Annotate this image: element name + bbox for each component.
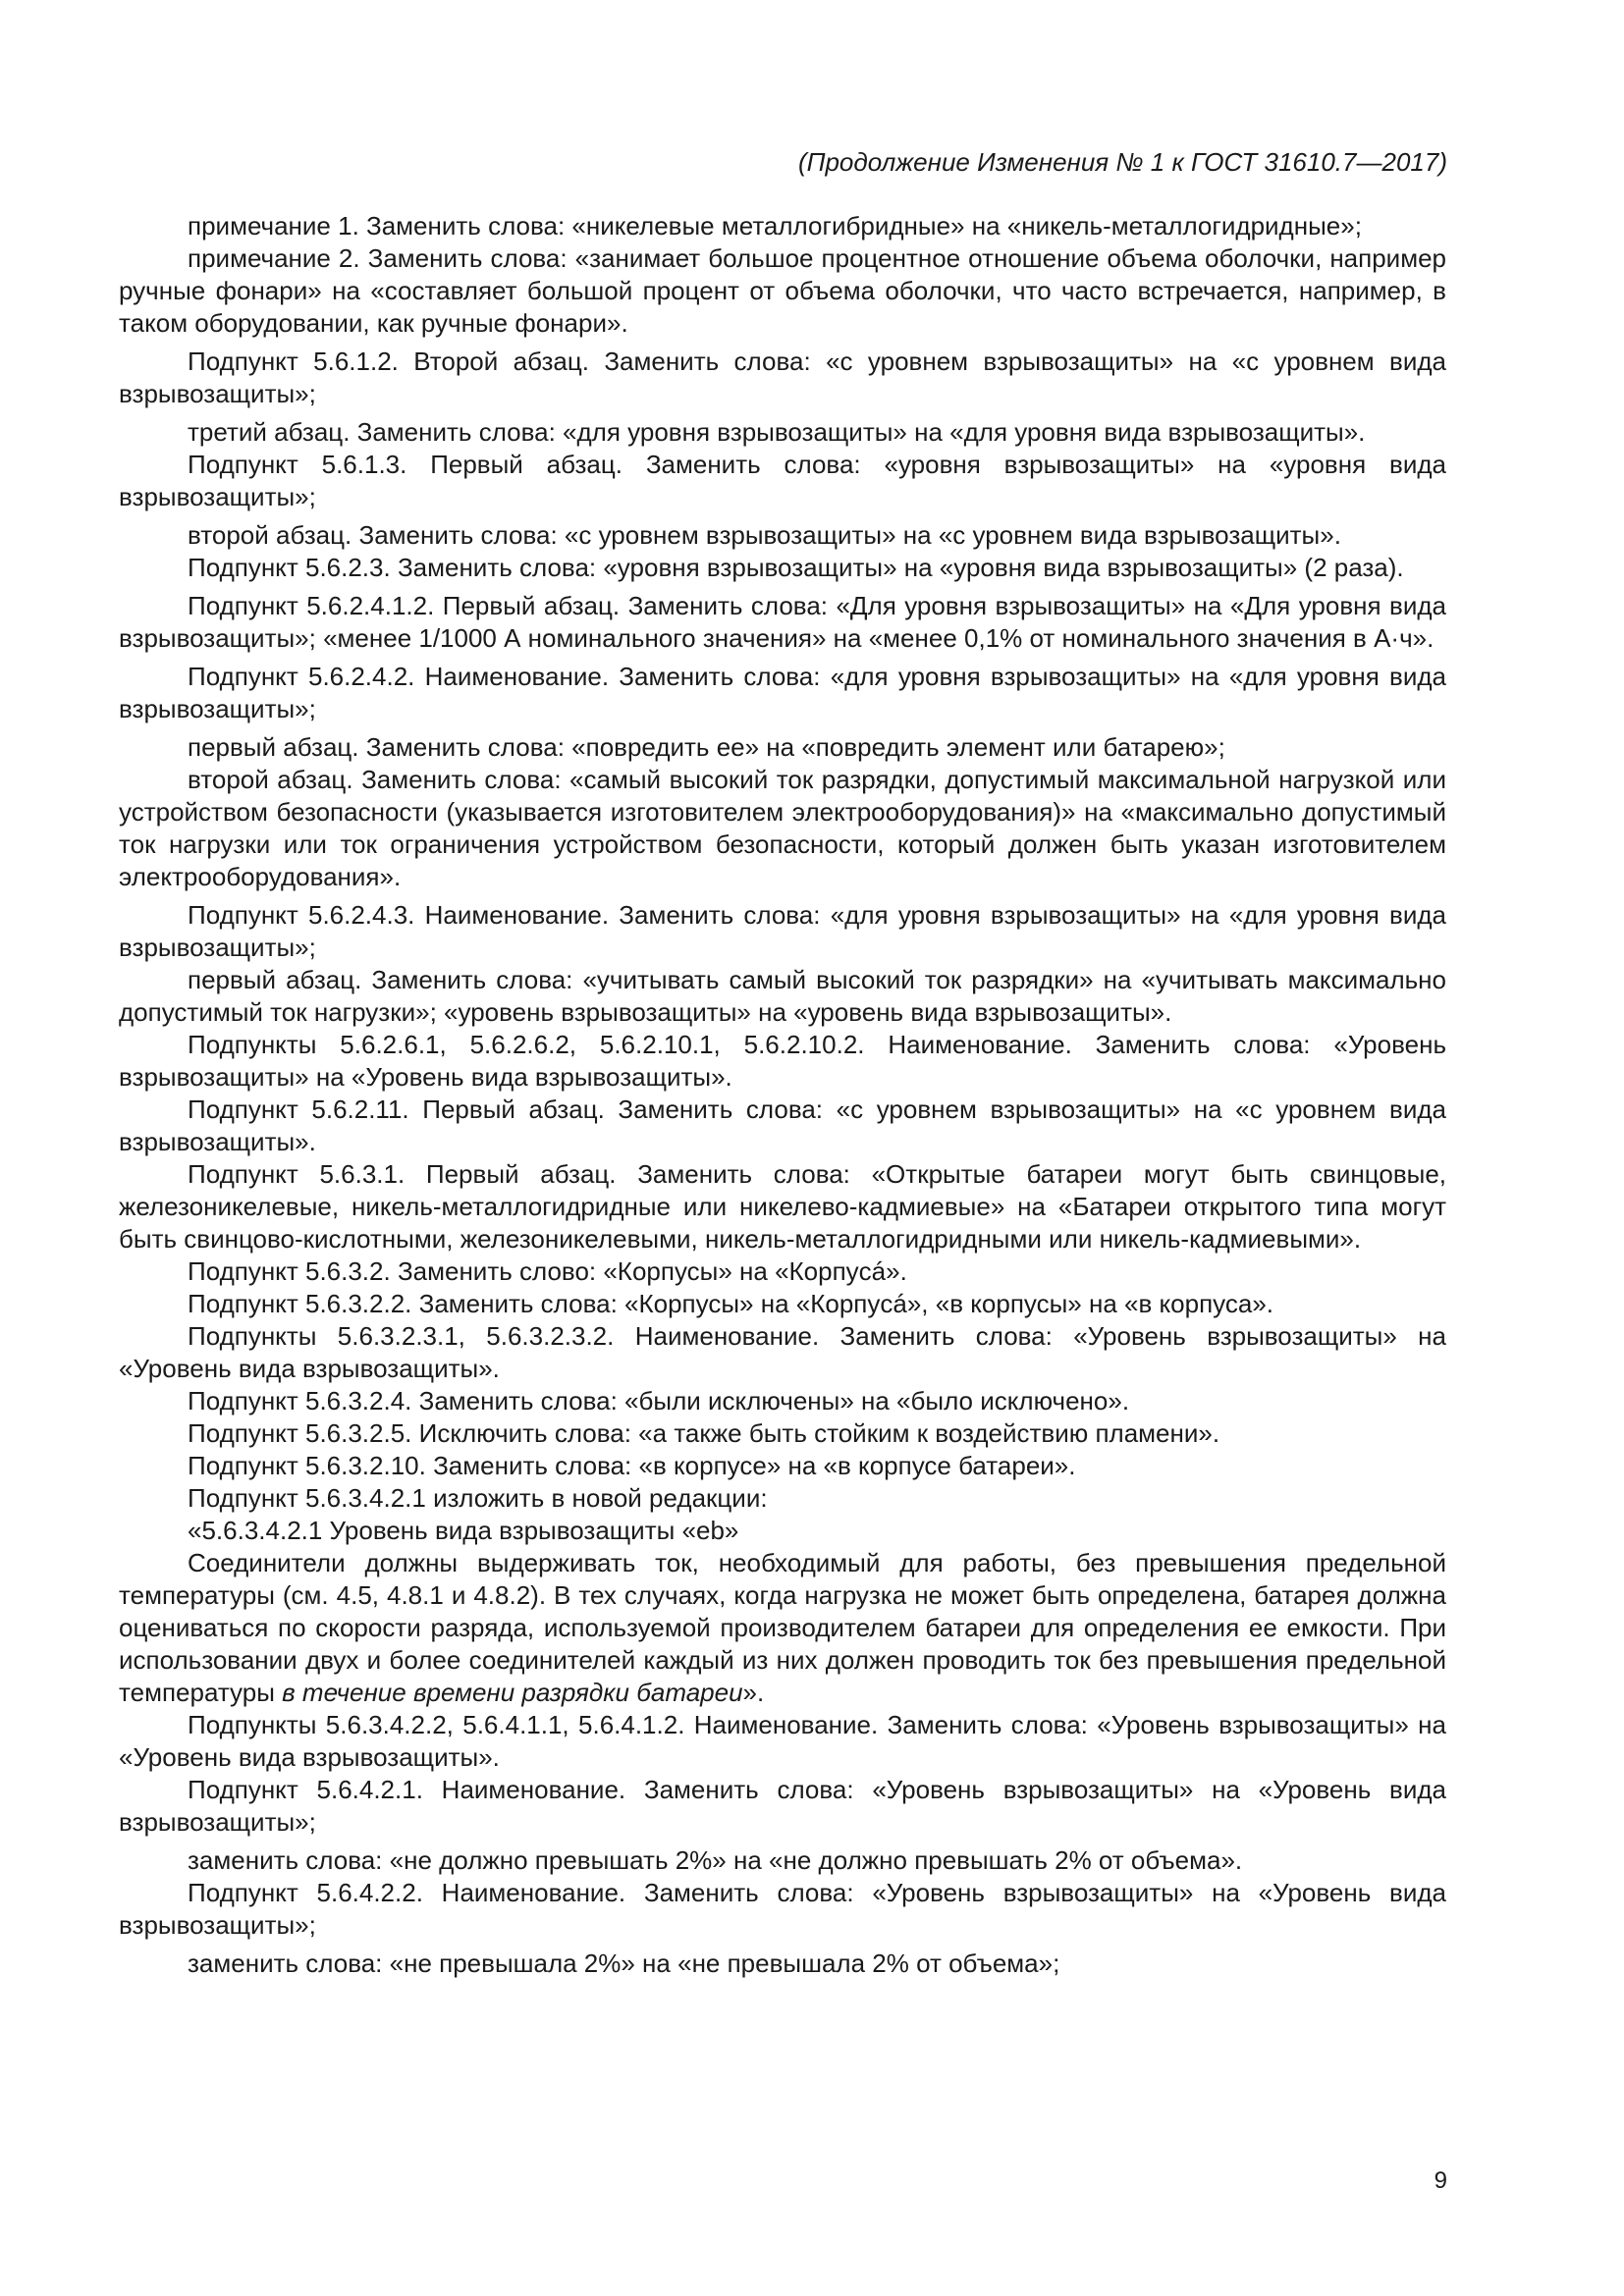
paragraph: Подпункты 5.6.2.6.1, 5.6.2.6.2, 5.6.2.10.1, 5.6.2.10.2. Наименование. Заменить слова: «Уровень взрывозащиты» на «Уровень вида взрывозащиты». (119, 1030, 1446, 1092)
paragraph: Подпункт 5.6.3.2.10. Заменить слова: «в корпусе» на «в корпусе батареи». (188, 1451, 1076, 1480)
connectors-text: Соединители должны выдерживать ток, необходимый для работы, без превышения предельной температуры (см. 4.5, 4.8.1 и 4.8.2). В тех случаях, когда нагрузка не может быть определена, батарея должна оцениваться по скорости разряда, используемой производителем батареи для определения ее емкости. При использовании двух и более соединителей каждый из них должен проводить ток без превышения предельной температуры (119, 1548, 1446, 1707)
paragraph: Подпункты 5.6.3.4.2.2, 5.6.4.1.1, 5.6.4.1.2. Наименование. Заменить слова: «Уровень взрывозащиты» на «Уровень вида взрывозащиты». (119, 1710, 1446, 1772)
paragraph: Подпункты 5.6.3.2.3.1, 5.6.3.2.3.2. Наименование. Заменить слова: «Уровень взрывозащиты» на «Уровень вида взрывозащиты». (119, 1321, 1446, 1383)
paragraph: заменить слова: «не должно превышать 2%» на «не должно превышать 2% от объема». (188, 1845, 1243, 1875)
connectors-paragraph (119, 1547, 1446, 1709)
paragraph: третий абзац. Заменить слова: «для уровня взрывозащиты» на «для уровня вида взрывозащиты». (188, 417, 1366, 447)
paragraph: Подпункт 5.6.3.2.2. Заменить слова: «Корпусы» на «Корпуcá», «в корпусы» на «в корпуса». (188, 1289, 1274, 1318)
paragraph: Подпункт 5.6.3.2.5. Исключить слова: «а также быть стойким к воздействию пламени». (188, 1418, 1220, 1448)
connectors-italic-text: в течение времени разрядки батареи (282, 1678, 743, 1707)
paragraph: второй абзац. Заменить слова: «самый высокий ток разрядки, допустимый максимальной нагрузкой или устройством безопасности (указывается изготовителем электрооборудования)» на «максимально допустимый ток нагрузки или ток ограничения устройством безопасности, который должен быть указан изготовителем электрооборудования». (119, 765, 1446, 891)
connectors-end: ». (742, 1678, 765, 1707)
paragraph: Подпункт 5.6.4.2.2. Наименование. Заменить слова: «Уровень взрывозащиты» на «Уровень вида взрывозащиты»; (119, 1878, 1446, 1940)
continuation-header: (Продолжение Изменения № 1 к ГОСТ 31610.7—2017) (797, 147, 1447, 177)
document-body (119, 210, 1446, 1980)
paragraph: второй абзац. Заменить слова: «с уровнем взрывозащиты» на «с уровнем вида взрывозащиты». (188, 520, 1341, 550)
paragraph: заменить слова: «не превышала 2%» на «не превышала 2% от объема»; (188, 1949, 1060, 1978)
paragraph: Подпункт 5.6.4.2.1. Наименование. Заменить слова: «Уровень взрывозащиты» на «Уровень вида взрывозащиты»; (119, 1775, 1446, 1837)
paragraph: Подпункт 5.6.3.4.2.1 изложить в новой редакции: (188, 1483, 768, 1513)
paragraph: примечание 2. Заменить слова: «занимает большое процентное отношение объема оболочки, например ручные фонари» на «составляет большой процент от объема оболочки, что часто встречается, например, в таком оборудовании, как ручные фонари». (119, 243, 1446, 338)
paragraph: Подпункт 5.6.3.1. Первый абзац. Заменить слова: «Открытые батареи могут быть свинцовые, железоникелевые, никель-металлогидридные или никелево-кадмиевые» на «Батареи открытого типа могут быть свинцово-кислотными, железоникелевыми, никель-металлогидридными или никель-кадмиевыми». (119, 1159, 1446, 1254)
paragraph: первый абзац. Заменить слова: «повредить ее» на «повредить элемент или батарею»; (188, 732, 1225, 762)
paragraph: Подпункт 5.6.3.2. Заменить слово: «Корпусы» на «Корпуcá». (188, 1256, 907, 1286)
paragraph: Подпункт 5.6.2.3. Заменить слова: «уровня взрывозащиты» на «уровня вида взрывозащиты» (2 раза). (188, 553, 1404, 582)
paragraph: Подпункт 5.6.2.4.1.2. Первый абзац. Заменить слова: «Для уровня взрывозащиты» на «Для уровня вида взрывозащиты»; «менее 1/1000 А номинального значения» на «менее 0,1% от номинального значения в А·ч». (119, 591, 1446, 653)
paragraph: первый абзац. Заменить слова: «учитывать самый высокий ток разрядки» на «учитывать максимально допустимый ток нагрузки»; «уровень взрывозащиты» на «уровень вида взрывозащиты». (119, 965, 1446, 1027)
paragraph: Подпункт 5.6.2.11. Первый абзац. Заменить слова: «с уровнем взрывозащиты» на «с уровнем вида взрывозащиты». (119, 1095, 1446, 1156)
page-number: 9 (1434, 2167, 1447, 2194)
paragraph: Подпункт 5.6.2.4.3. Наименование. Заменить слова: «для уровня взрывозащиты» на «для уровня вида взрывозащиты»; (119, 900, 1446, 962)
paragraph: Подпункт 5.6.2.4.2. Наименование. Заменить слова: «для уровня взрывозащиты» на «для уровня вида взрывозащиты»; (119, 662, 1446, 723)
paragraph: Подпункт 5.6.1.2. Второй абзац. Заменить слова: «с уровнем взрывозащиты» на «с уровнем вида взрывозащиты»; (119, 347, 1446, 408)
paragraph: Подпункт 5.6.3.2.4. Заменить слова: «были исключены» на «было исключено». (188, 1386, 1130, 1415)
paragraph: «5.6.3.4.2.1 Уровень вида взрывозащиты «eb» (188, 1516, 739, 1545)
paragraph: примечание 1. Заменить слова: «никелевые металлогибридные» на «никель-металлогидридные»; (188, 211, 1362, 240)
paragraph: Подпункт 5.6.1.3. Первый абзац. Заменить слова: «уровня взрывозащиты» на «уровня вида взрывозащиты»; (119, 450, 1446, 511)
